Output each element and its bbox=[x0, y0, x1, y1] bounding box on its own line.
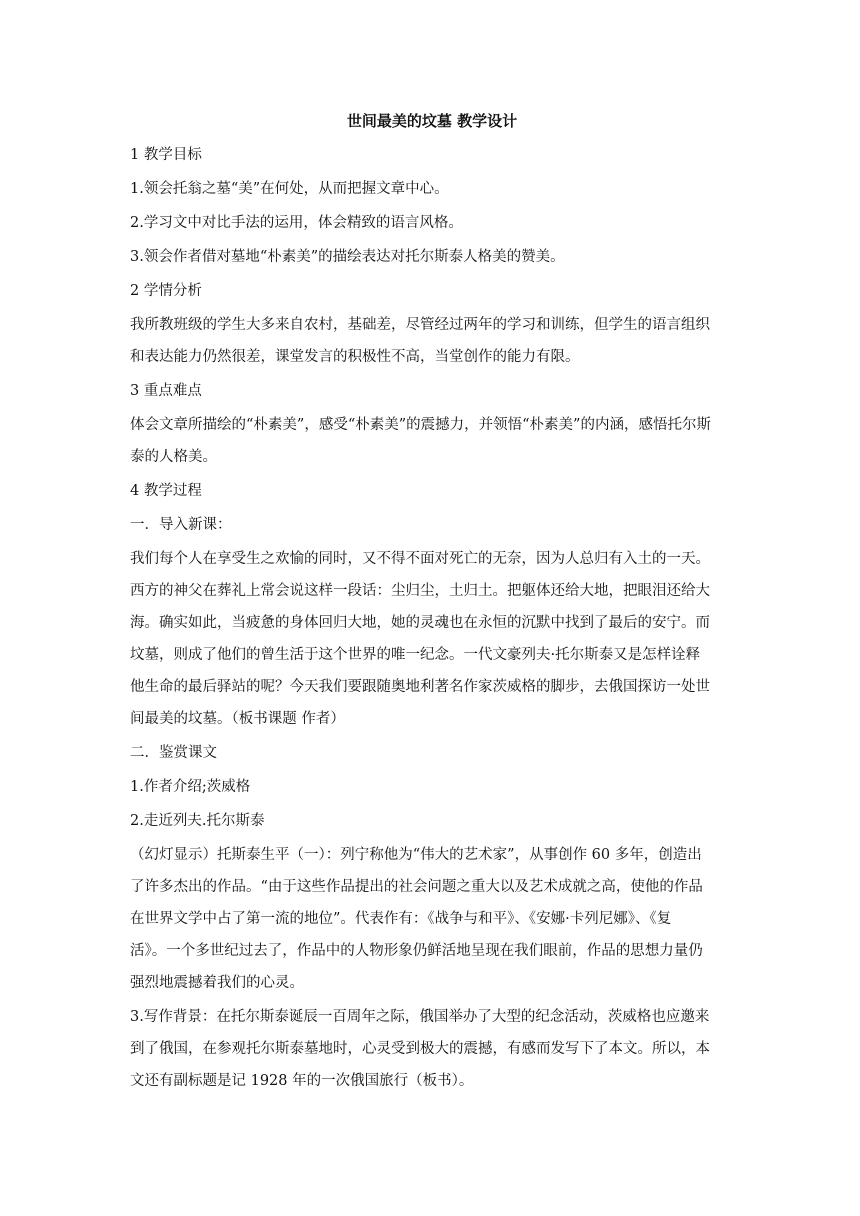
paragraph-line: 他生命的最后驿站的呢？今天我们要跟随奥地利著名作家茨威格的脚步，去俄国探访一处世 bbox=[130, 679, 710, 695]
paragraph-line: 和表达能力仍然很差，课堂发言的积极性不高，当堂创作的能力有限。 bbox=[130, 349, 580, 365]
paragraph-line: 文还有副标题是记 1928 年的一次俄国旅行（板书）。 bbox=[130, 1073, 474, 1089]
background-paragraph bbox=[130, 1001, 734, 1097]
objective-item: 1.领会托翁之墓“美”在何处，从而把握文章中心。 bbox=[130, 181, 449, 197]
paragraph-line: 了许多杰出的作品。“由于这些作品提出的社会问题之重大以及艺术成就之高，使他的作品 bbox=[130, 879, 703, 895]
section-heading-process: 4 教学过程 bbox=[130, 483, 202, 499]
paragraph-line: 我所教班级的学生大多来自农村，基础差，尽管经过两年的学习和训练，但学生的语言组织 bbox=[130, 317, 710, 333]
paragraph-line: （幻灯显示）托斯泰生平（一）：列宁称他为“伟大的艺术家”，从事创作 60 多年，创造出 bbox=[130, 847, 702, 863]
analysis-paragraph bbox=[130, 309, 734, 373]
paragraph-line: 泰的人格美。 bbox=[130, 449, 217, 465]
document-page bbox=[130, 110, 734, 1104]
paragraph-line: 3.写作背景：在托尔斯泰诞辰一百周年之际，俄国举办了大型的纪念活动，茨威格也应邀来 bbox=[130, 1009, 710, 1025]
paragraph-line: 海。确实如此，当疲惫的身体回归大地，她的灵魂也在永恒的沉默中找到了最后的安宁。而 bbox=[130, 615, 710, 631]
paragraph-line: 强烈地震撼着我们的心灵。 bbox=[130, 975, 304, 991]
subheading-appreciation: 二．鉴赏课文 bbox=[130, 745, 217, 761]
paragraph-line: 坟墓，则成了他们的曾生活于这个世界的唯一纪念。一代文豪列夫·托尔斯泰又是怎样诠释 bbox=[130, 647, 701, 663]
paragraph-line: 西方的神父在葬礼上常会说这样一段话：尘归尘，土归土。把躯体还给大地，把眼泪还给大 bbox=[130, 583, 710, 599]
objective-item: 2.学习文中对比手法的运用，体会精致的语言风格。 bbox=[130, 215, 463, 231]
objective-item: 3.领会作者借对墓地“朴素美”的描绘表达对托尔斯泰人格美的赞美。 bbox=[130, 249, 565, 265]
paragraph-line: 到了俄国，在参观托尔斯泰墓地时，心灵受到极大的震撼，有感而发写下了本文。所以，本 bbox=[130, 1041, 710, 1057]
paragraph-line: 我们每个人在享受生之欢愉的同时，又不得不面对死亡的无奈，因为人总归有入土的一天。 bbox=[130, 551, 710, 567]
tolstoy-paragraph bbox=[130, 839, 734, 999]
paragraph-line: 体会文章所描绘的“朴素美”，感受“朴素美”的震撼力，并领悟“朴素美”的内涵，感悟托尔斯 bbox=[130, 417, 711, 433]
section-heading-objectives: 1 教学目标 bbox=[130, 147, 202, 163]
key-points-paragraph bbox=[130, 409, 734, 473]
section-heading-analysis: 2 学情分析 bbox=[130, 283, 202, 299]
subheading-intro: 一．导入新课： bbox=[130, 517, 232, 533]
paragraph-line: 活》。一个多世纪过去了，作品中的人物形象仍鲜活地呈现在我们眼前，作品的思想力量仍 bbox=[130, 943, 703, 959]
author-intro-item: 1.作者介绍;茨威格 bbox=[130, 779, 251, 795]
section-heading-key-points: 3 重点难点 bbox=[130, 383, 202, 399]
paragraph-line: 间最美的坟墓。（板书课题 作者） bbox=[130, 711, 345, 727]
paragraph-line: 在世界文学中占了第一流的地位”。代表作有：《战争与和平》、《安娜·卡列尼娜》、《复 bbox=[130, 911, 672, 927]
document-title: 世间最美的坟墓 教学设计 bbox=[346, 112, 518, 130]
tolstoy-item: 2.走近列夫.托尔斯泰 bbox=[130, 813, 265, 829]
intro-paragraph bbox=[130, 543, 734, 735]
